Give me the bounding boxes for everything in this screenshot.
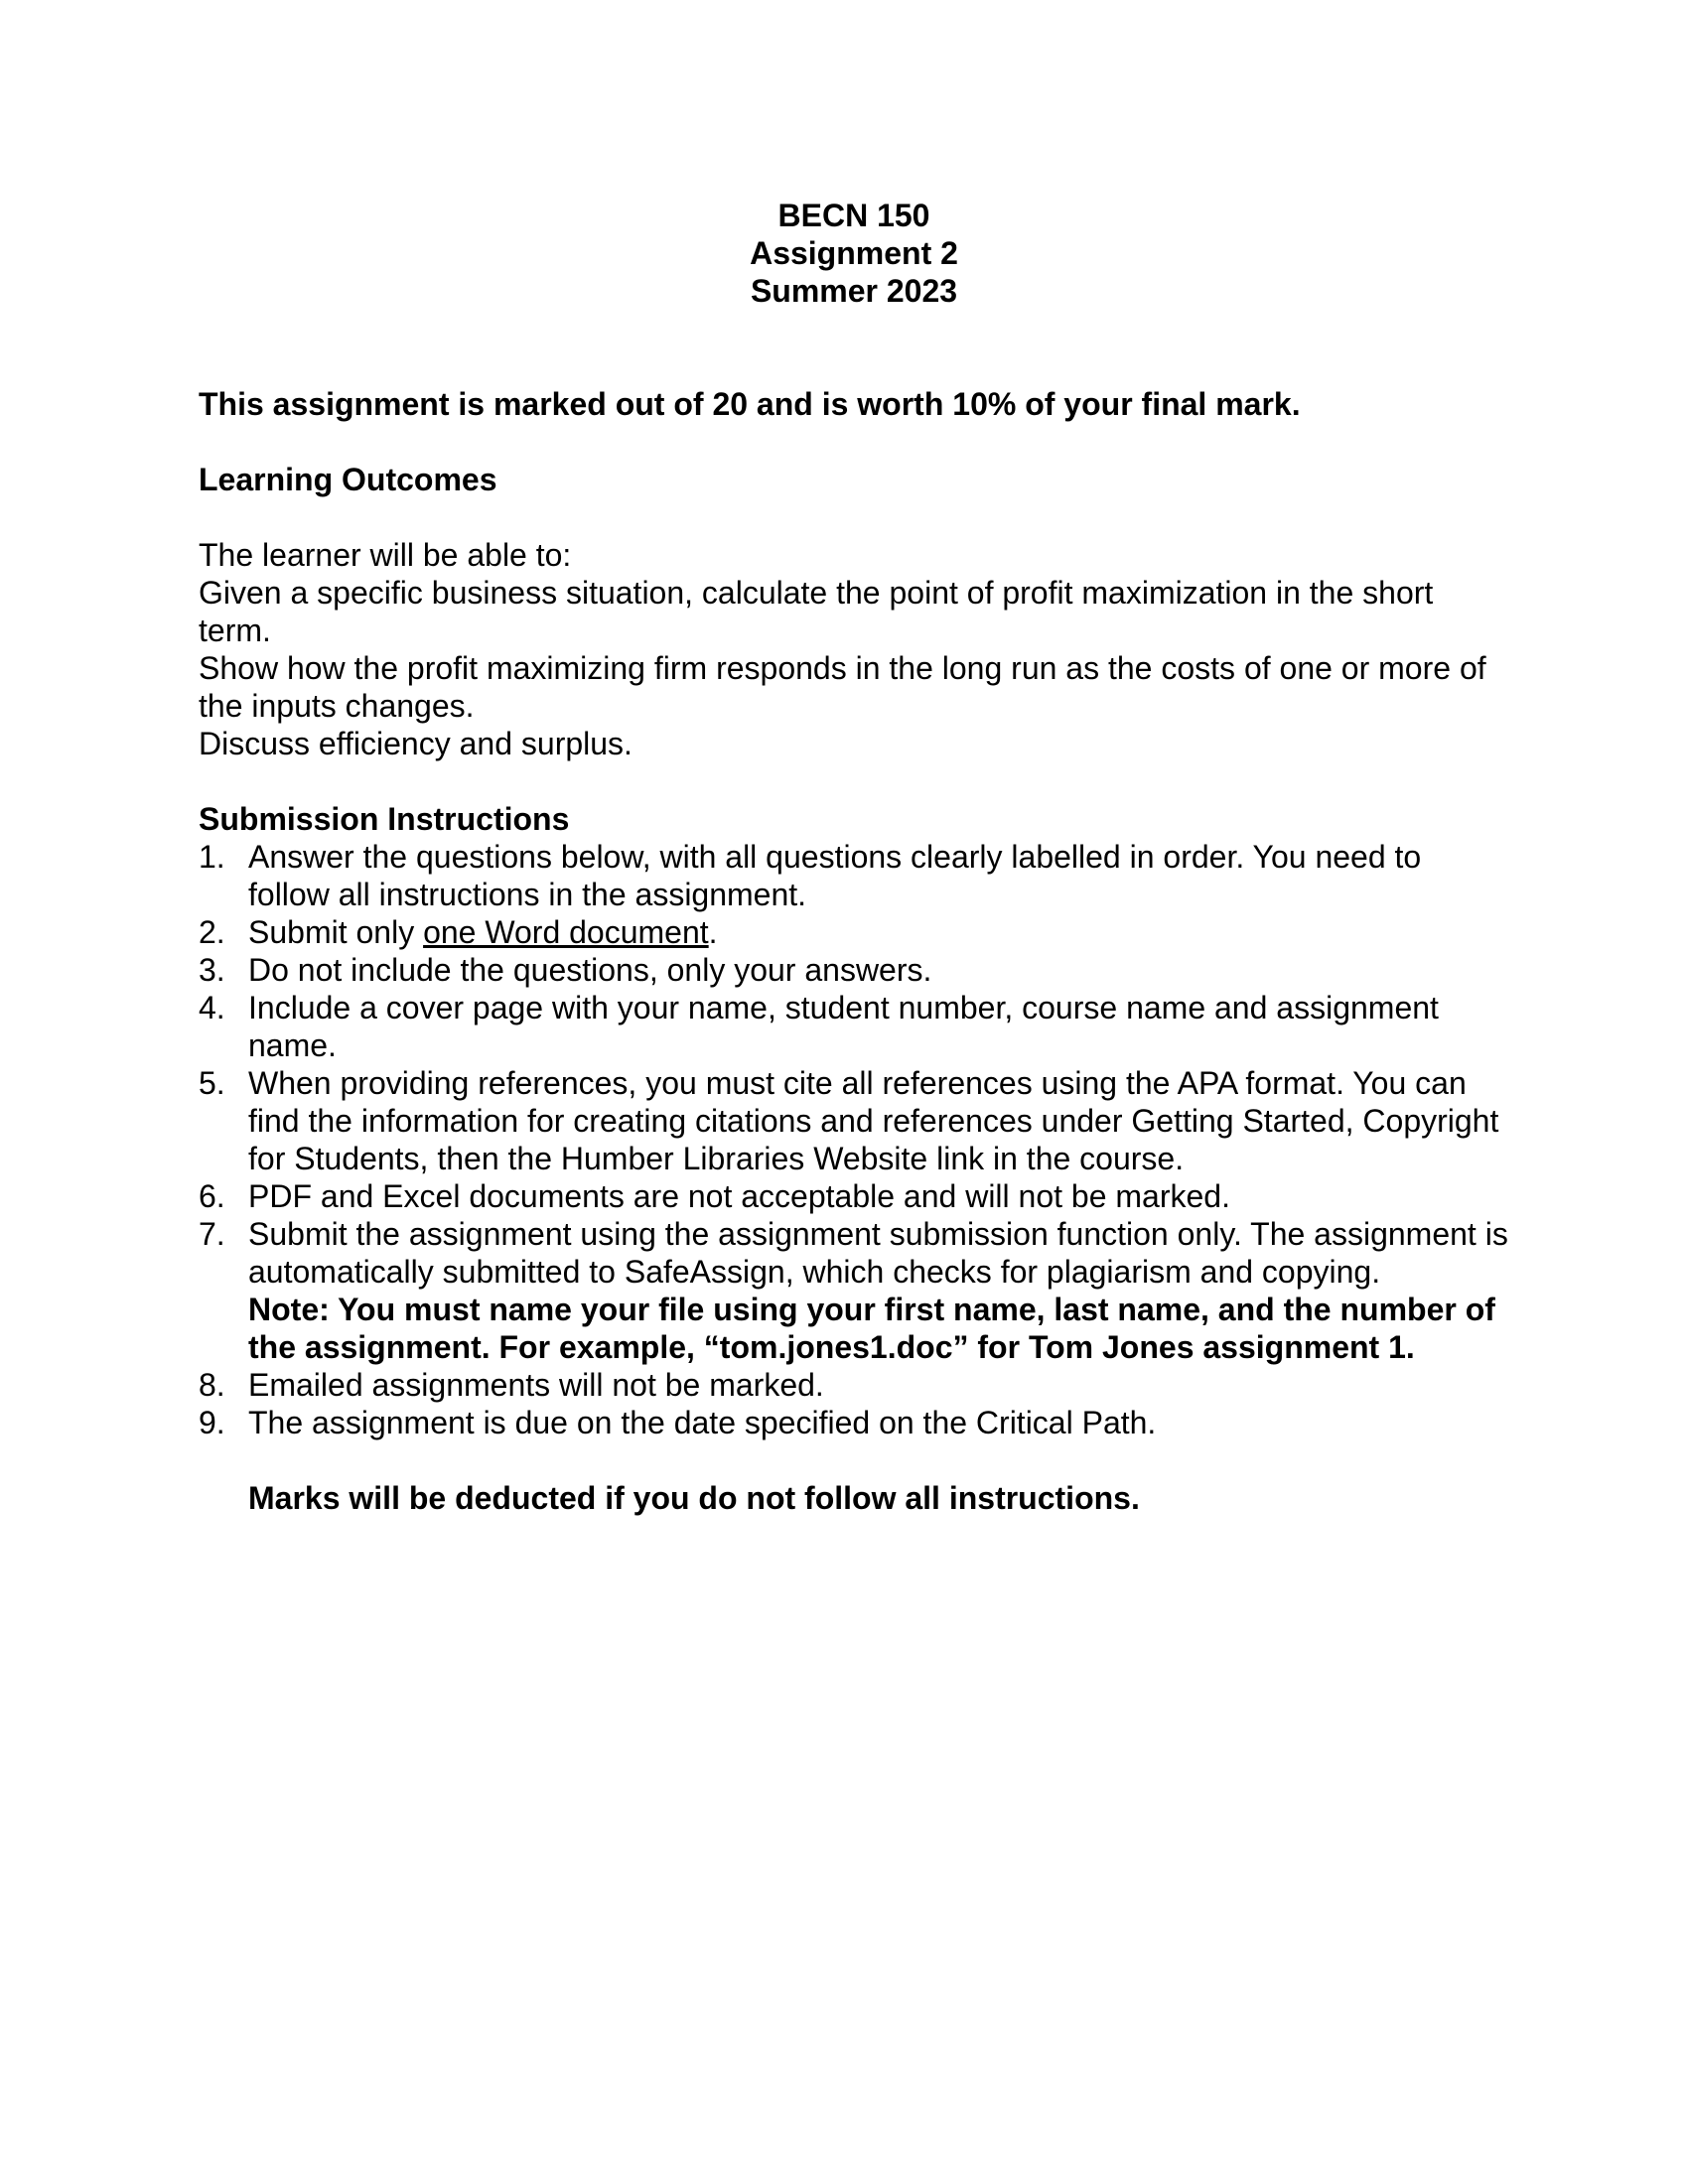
document-header <box>199 197 1509 310</box>
submission-instructions-list <box>199 838 1509 1441</box>
learning-outcomes-intro: The learner will be able to: <box>199 537 572 573</box>
instruction-text: Submit only <box>248 914 424 950</box>
learning-outcome-item: Discuss efficiency and surplus. <box>199 726 633 761</box>
instruction-item <box>199 1177 1509 1215</box>
instruction-item <box>199 838 1509 913</box>
instruction-text: Include a cover page with your name, student number, course name and assignment name. <box>248 990 1439 1063</box>
instruction-number: 6. <box>199 1178 225 1214</box>
file-naming-note: Note: You must name your file using your first name, last name, and the number of the assignment. For example, “tom.jones1.doc” for Tom Jones assignment 1. <box>248 1292 1495 1365</box>
learning-outcome-item: Given a specific business situation, calculate the point of profit maximization in the short term. <box>199 575 1434 648</box>
instruction-text: When providing references, you must cite all references using the APA format. You can find the information for creating citations and references under Getting Started, Copyright for Students, then the Humber Libraries Website link in the course. <box>248 1065 1499 1176</box>
instruction-text: Emailed assignments will not be marked. <box>248 1367 824 1403</box>
instruction-item <box>199 1404 1509 1441</box>
learning-outcome-item: Show how the profit maximizing firm responds in the long run as the costs of one or more of the inputs changes. <box>199 650 1486 724</box>
grading-statement: This assignment is marked out of 20 and is worth 10% of your final mark. <box>199 386 1301 422</box>
instruction-item <box>199 1366 1509 1404</box>
term: Summer 2023 <box>750 273 958 309</box>
instruction-text: Submit the assignment using the assignment submission function only. The assignment is automatically submitted to SafeAssign, which checks for plagiarism and copying. <box>248 1216 1508 1290</box>
instruction-number: 7. <box>199 1216 225 1252</box>
instruction-number: 5. <box>199 1065 225 1101</box>
instruction-item <box>199 913 1509 951</box>
instruction-text: Do not include the questions, only your answers. <box>248 952 932 988</box>
instruction-item <box>199 989 1509 1064</box>
instruction-number: 3. <box>199 952 225 988</box>
instruction-emphasis: one Word document <box>423 914 709 950</box>
deduction-warning: Marks will be deducted if you do not follow all instructions. <box>248 1480 1140 1516</box>
instruction-number: 8. <box>199 1367 225 1403</box>
instruction-item <box>199 951 1509 989</box>
submission-instructions-heading: Submission Instructions <box>199 801 570 837</box>
instruction-number: 9. <box>199 1405 225 1440</box>
instruction-text: The assignment is due on the date specified on the Critical Path. <box>248 1405 1157 1440</box>
instruction-number: 1. <box>199 839 225 875</box>
document-content <box>199 197 1509 1517</box>
learning-outcomes-heading: Learning Outcomes <box>199 462 497 497</box>
instruction-text-end: . <box>708 914 718 950</box>
instruction-number: 2. <box>199 914 225 950</box>
assignment-title: Assignment 2 <box>750 235 958 271</box>
instruction-item <box>199 1215 1509 1366</box>
course-code: BECN 150 <box>777 198 930 233</box>
instruction-item <box>199 1064 1509 1177</box>
instruction-text: PDF and Excel documents are not acceptable and will not be marked. <box>248 1178 1230 1214</box>
instruction-text: Answer the questions below, with all questions clearly labelled in order. You need to follow all instructions in the assignment. <box>248 839 1422 912</box>
instruction-number: 4. <box>199 990 225 1025</box>
